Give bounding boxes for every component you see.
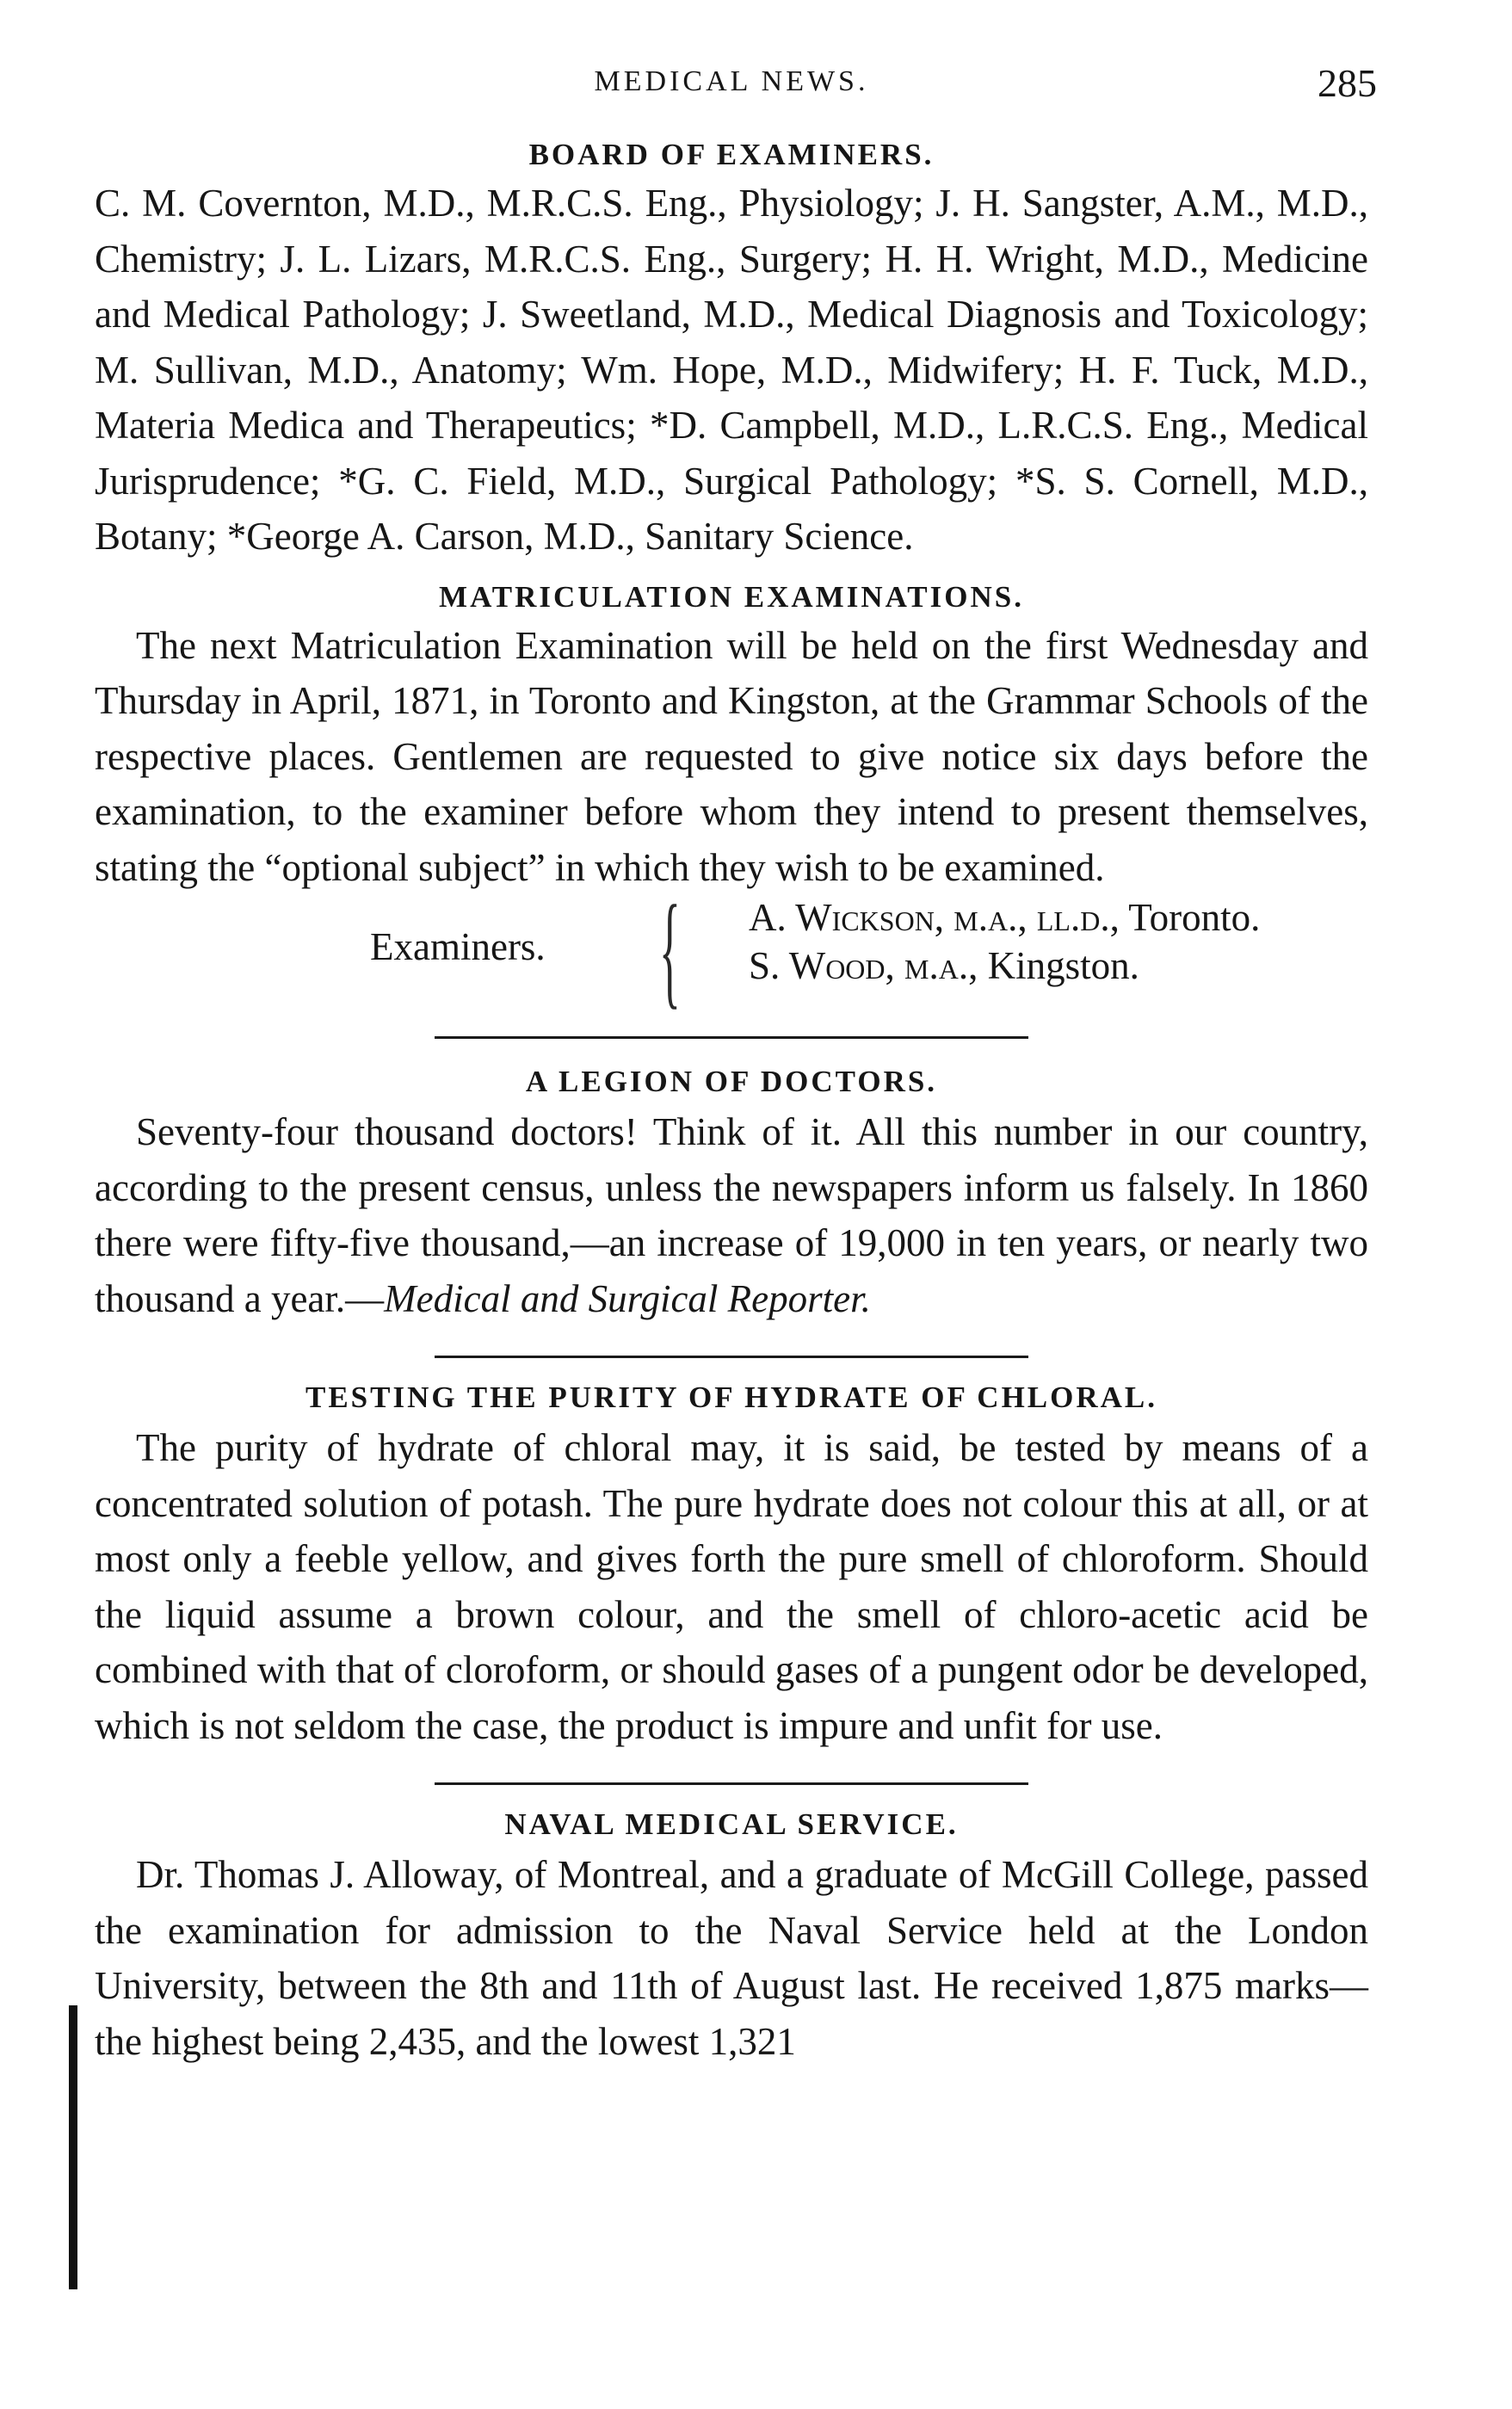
legion-text: Seventy-four thousand doctors! Think of it. All this number in our country, according to the present census, unless the newspapers inform us falsely. In 1860 there were fifty-five thousand,—an increase of 19,000 in ten years, or nearly two thousand a year.— <box>95 1110 1368 1320</box>
running-title: MEDICAL NEWS. <box>594 65 869 97</box>
page-number: 285 <box>1318 61 1377 105</box>
section-title: NAVAL MEDICAL SERVICE. <box>504 1807 959 1841</box>
chloral-paragraph: The purity of hydrate of chloral may, it is said, be tested by means of a concentrated solution of potash. The pure hydrate does not colour this at all, or at most only a feeble yellow, and gives forth the pure smell of chloroform. Should the liquid assume a brown colour, and the smell of chloro-acetic acid be combined with that of cloroform, or should gases of a pungent odor be developed, which is not seldom the case, the product is impure and unfit for use. <box>95 1426 1368 1747</box>
article-column <box>95 138 1368 2069</box>
examiners-label: Examiners. <box>370 925 546 968</box>
naval-section <box>95 1807 1368 2069</box>
section-title: BOARD OF EXAMINERS. <box>528 138 935 171</box>
legion-source: Medical and Surgical Reporter. <box>384 1276 871 1320</box>
matriculation-section <box>95 579 1368 1021</box>
board-of-examiners-section <box>95 138 1368 565</box>
naval-paragraph: Dr. Thomas J. Alloway, of Montreal, and a graduate of McGill College, passed the examination for admission to the Naval Service held at the London University, between the 8th and 11th of August last. He received 1,875 marks—the highest being 2,435, and the lowest 1,321 <box>95 1853 1368 2063</box>
examiner-entry: S. Wood, m.a., Kingston. <box>749 944 1139 987</box>
section-title: A LEGION OF DOCTORS. <box>525 1065 938 1098</box>
matriculation-paragraph: The next Matriculation Examination will be held on the first Wednesday and Thursday in April, 1871, in Toronto and Kingston, at the Grammar Schools of the respective places. Gentlemen are requested to give notice six days before the examination, to the examiner before whom they intend to present themselves, stating the “optional subject” in which they wish to be examined. <box>95 623 1368 889</box>
legion-section <box>95 1065 1368 1326</box>
running-header <box>86 60 1377 112</box>
section-divider <box>435 1036 1028 1039</box>
examiners-block <box>95 880 1368 1021</box>
chloral-section <box>95 1381 1368 1753</box>
board-paragraph: C. M. Covernton, M.D., M.R.C.S. Eng., Physiology; J. H. Sangster, A.M., M.D., Chemistry; J. L. Lizars, M.R.C.S. Eng., Surgery; H. H. Wright, M.D., Medicine and Medical Pathology; J. Sweetland, M.D., Medical Diagnosis and Toxicology; M. Sullivan, M.D., Anatomy; Wm. Hope, M.D., Midwifery; H. F. Tuck, M.D., Materia Medica and Therapeutics; *D. Campbell, M.D., L.R.C.S. Eng., Medical Jurisprudence; *G. C. Field, M.D., Surgical Pathology; *S. S. Cornell, M.D., Botany; *George A. Carson, M.D., Sanitary Science. <box>95 182 1368 558</box>
scan-binding-edge <box>69 2005 77 2289</box>
section-divider <box>435 1782 1028 1785</box>
examiner-entry: A. Wickson, m.a., ll.d., Toronto. <box>749 896 1261 939</box>
brace-glyph: { <box>659 880 681 1021</box>
section-title: MATRICULATION EXAMINATIONS. <box>439 579 1024 614</box>
section-divider <box>435 1356 1028 1358</box>
legion-paragraph <box>95 1104 1368 1326</box>
section-title: TESTING THE PURITY OF HYDRATE OF CHLORAL. <box>305 1381 1158 1414</box>
